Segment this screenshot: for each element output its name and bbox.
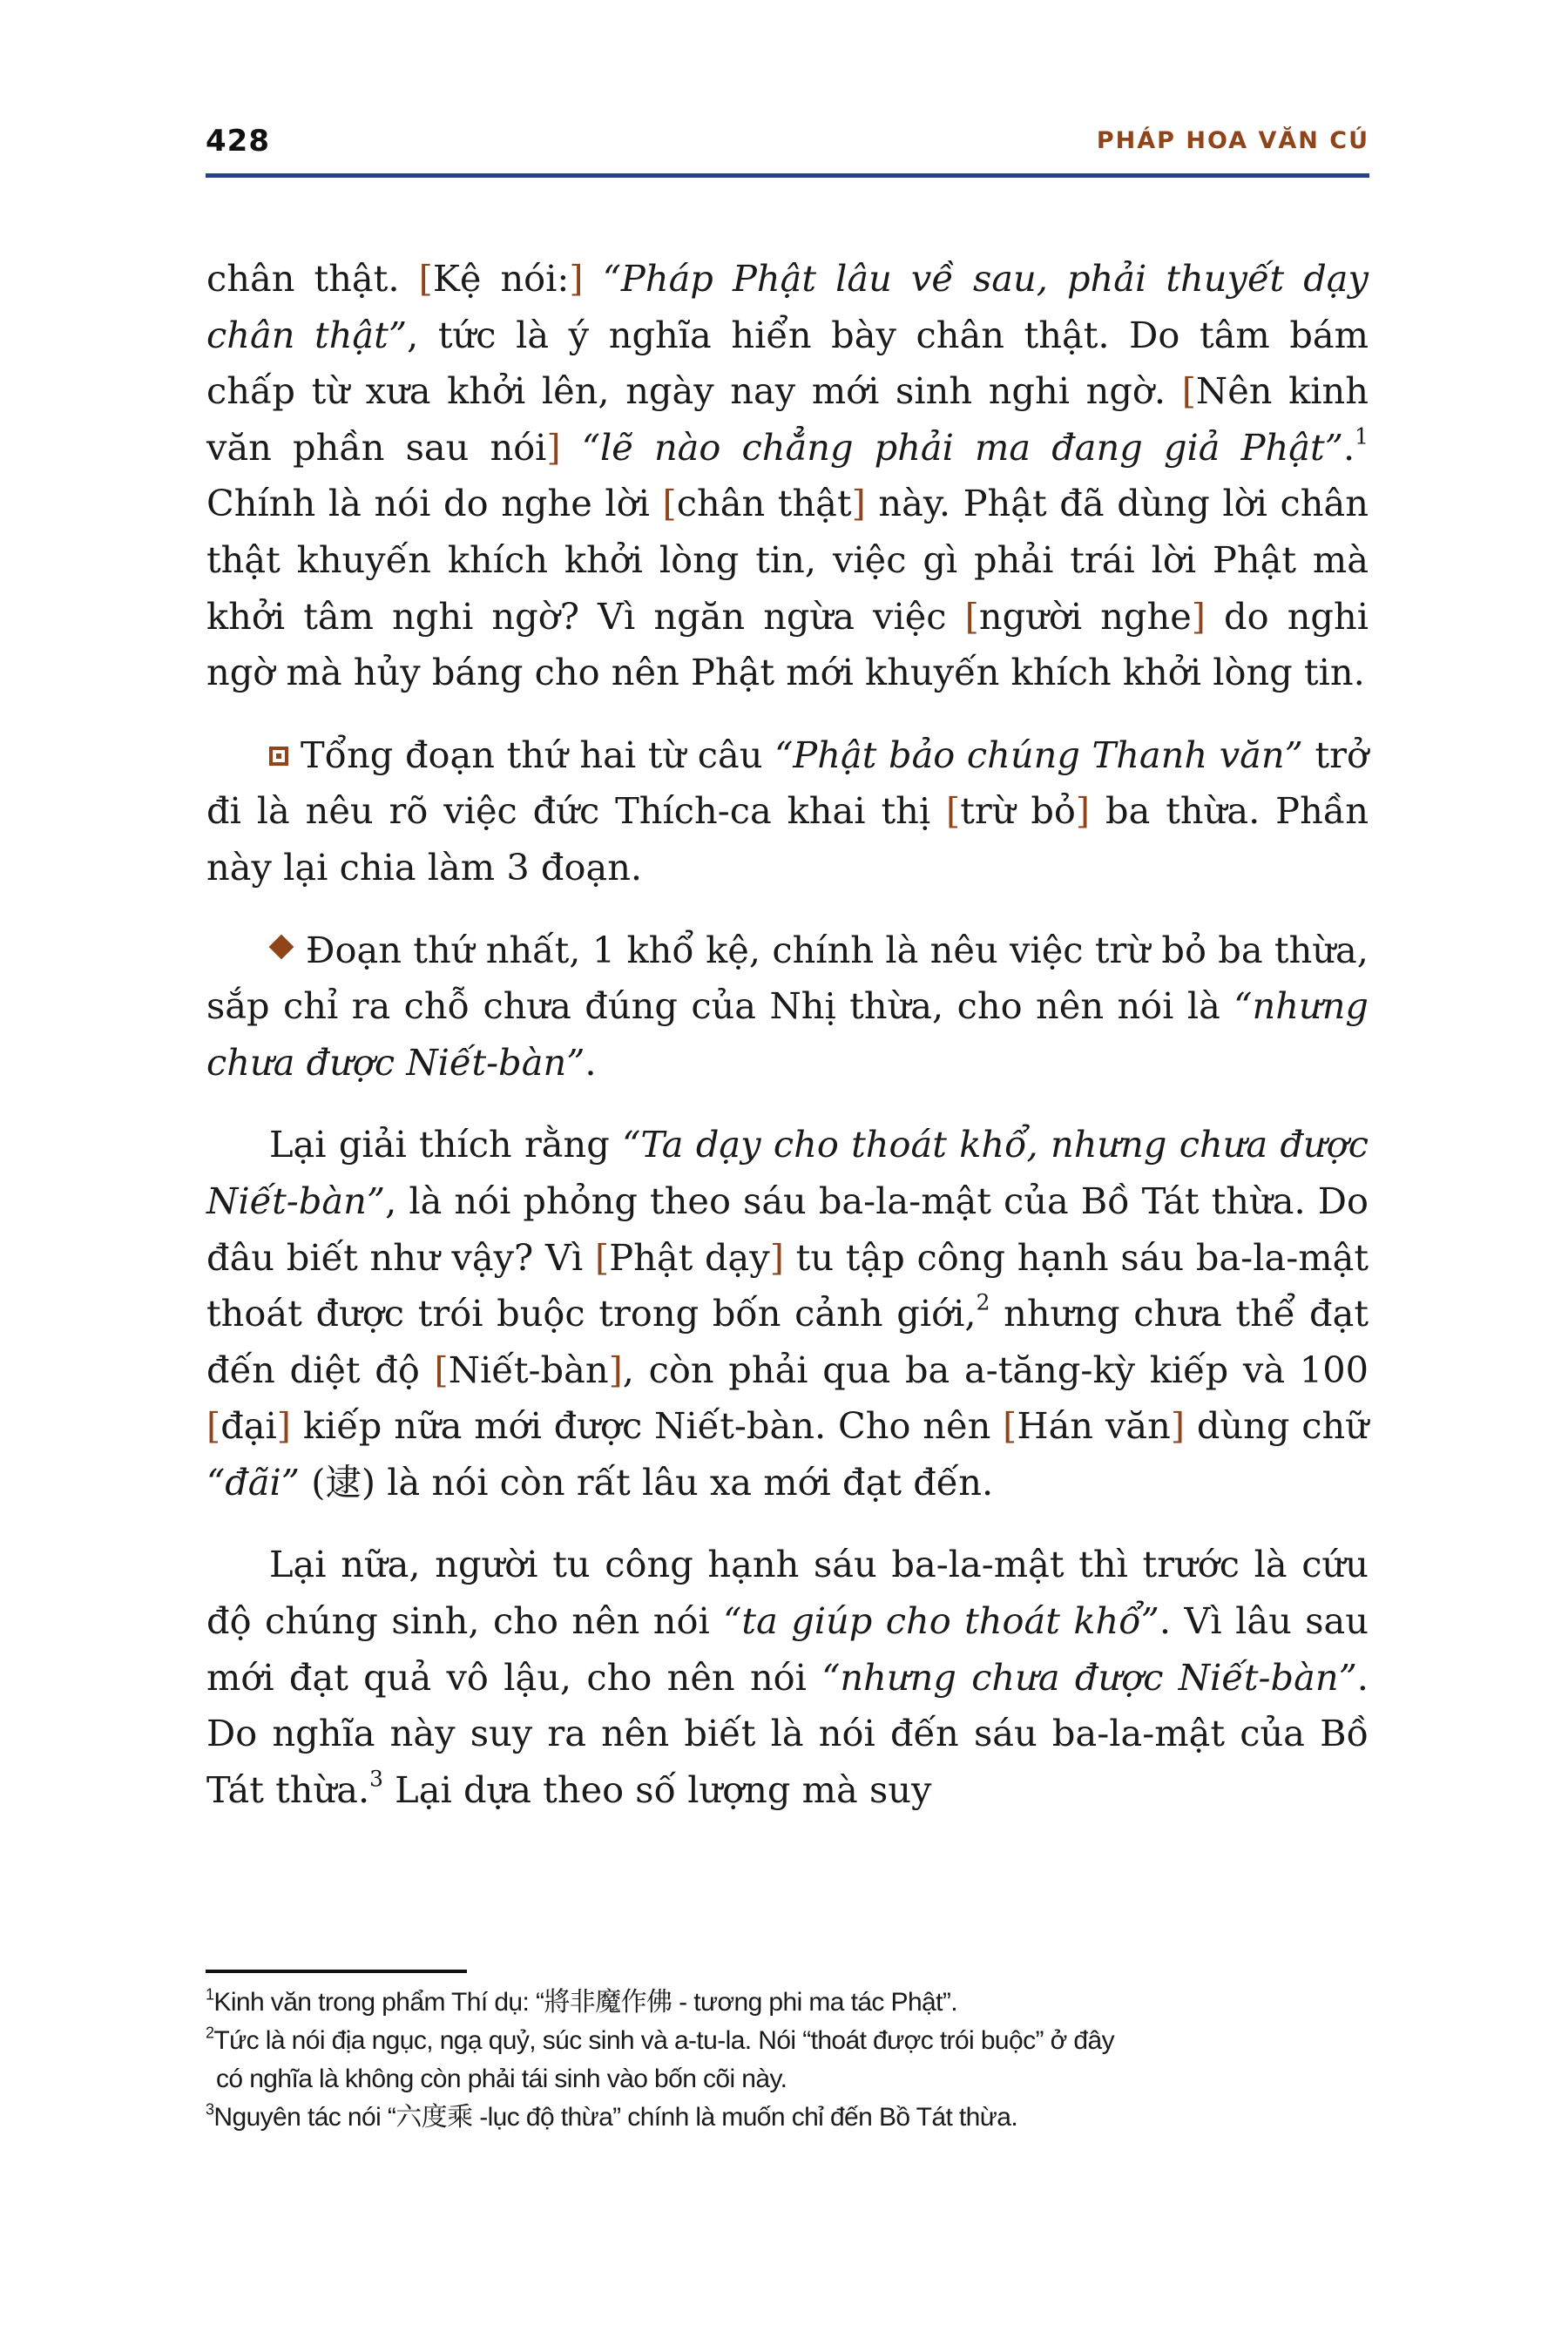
footnote-number: 1 (206, 1985, 214, 2004)
editorial-insert: chân thật (676, 482, 852, 525)
text: . Do nghĩa này suy ra nên biết là nói đến sáu ba-la-mật của Bồ Tát thừa. (206, 1655, 1369, 1811)
scripture-quote: “nhưng chưa được Niết-bàn” (206, 984, 1369, 1084)
scripture-quote: “lẽ nào chẳng phải ma đang giả Phật” (581, 425, 1343, 469)
page-header (206, 124, 1369, 172)
bracket: ] (1170, 1404, 1186, 1448)
body-text (206, 251, 1369, 1818)
editorial-insert: người nghe (978, 594, 1192, 638)
editorial-insert: Phật dạy (609, 1235, 770, 1279)
bracket: ] (1075, 789, 1091, 833)
text: . (1342, 425, 1355, 469)
bracket: [ (946, 789, 961, 833)
paragraph-5 (206, 1537, 1369, 1818)
editorial-insert: Kệ nói: (432, 257, 570, 300)
text (584, 257, 603, 300)
bracket: [ (418, 257, 433, 300)
editorial-insert: trừ bỏ (960, 789, 1076, 833)
footnotes (206, 1984, 1373, 2137)
bracket: [ (206, 1404, 221, 1448)
text: này. Phật đã dùng lời chân thật khuyến khích khởi lòng tin, việc gì phải trái lời Phật mà khởi tâm nghi ngờ? Vì ngăn ngừa việc (206, 482, 1369, 638)
text: ba thừa. Phần này lại chia làm 3 đoạn. (206, 789, 1369, 889)
text: Lại dựa theo số lượng mà suy (382, 1767, 932, 1811)
footnote-ref-1[interactable]: 1 (1355, 423, 1369, 449)
text: Đoạn thứ nhất, 1 khổ kệ, chính là nêu việc trừ bỏ ba thừa, sắp chỉ ra chỗ chưa đúng của Nhị thừa, cho nên nói là (206, 928, 1369, 1028)
bracket: ] (569, 257, 584, 300)
header-rule (206, 173, 1369, 178)
text: kiếp nữa mới được Niết-bàn. Cho nên (291, 1404, 1004, 1448)
text: trở đi là nêu rõ việc đức Thích-ca khai thị (206, 733, 1369, 833)
bracket: ] (769, 1235, 784, 1279)
text: Lại nữa, người tu công hạnh sáu ba-la-mật thì trước là cứu độ chúng sinh, cho nên nói (206, 1543, 1369, 1643)
footnote-2 (206, 2022, 1373, 2099)
bracket: ] (276, 1404, 291, 1448)
scripture-quote: “ta giúp cho thoát khổ” (723, 1599, 1159, 1643)
scripture-quote: “đãi” (206, 1460, 301, 1504)
text: chân thật. (206, 257, 419, 300)
text: , là nói phỏng theo sáu ba-la-mật của Bồ Tát thừa. Do đâu biết như vậy? Vì (206, 1179, 1369, 1279)
bracket: ] (546, 425, 561, 469)
paragraph-4 (206, 1117, 1369, 1511)
text: do nghi ngờ mà hủy báng cho nên Phật mới khuyến khích khởi lòng tin. (206, 594, 1369, 694)
text (561, 426, 582, 469)
footnote-1 (206, 1984, 1373, 2022)
text: tu tập công hạnh sáu ba-la-mật thoát được trói buộc trong bốn cảnh giới, (206, 1235, 1369, 1335)
bracket: ] (851, 482, 866, 525)
footnote-text: Nguyên tác nói “六度乘 -lục độ thừa” chính là muốn chỉ đến Bồ Tát thừa. (213, 2103, 1018, 2132)
editorial-insert: đại (220, 1404, 277, 1448)
page-number: 428 (206, 124, 270, 159)
running-title: PHÁP HOA VĂN CÚ (1096, 127, 1369, 154)
text: , tức là ý nghĩa hiển bày chân thật. Do tâm bám chấp từ xưa khởi lên, ngày nay mới sinh nghi ngờ. (206, 313, 1369, 413)
bracket: [ (1181, 369, 1196, 413)
bracket: ] (1191, 594, 1206, 638)
editorial-insert: Nên kinh văn phần sau nói (206, 369, 1369, 469)
footnote-3 (206, 2099, 1373, 2137)
scripture-quote: “Pháp Phật lâu về sau, phải thuyết dạy chân thật” (206, 257, 1369, 356)
footnote-number: 3 (206, 2100, 214, 2119)
scripture-quote: “Phật bảo chúng Thanh văn” (774, 733, 1303, 776)
editorial-insert: Hán văn (1017, 1404, 1171, 1448)
paragraph-1 (206, 251, 1369, 701)
bracket: ] (608, 1348, 623, 1391)
footnote-number: 2 (206, 2024, 214, 2042)
text: Lại giải thích rằng (269, 1123, 623, 1166)
bracket: [ (964, 594, 979, 638)
text: nhưng chưa thể đạt đến diệt độ (206, 1292, 1369, 1391)
text: dùng chữ (1185, 1404, 1369, 1448)
bracket: [ (1003, 1404, 1017, 1448)
editorial-insert: Niết-bàn (448, 1348, 609, 1391)
footnote-rule (206, 1970, 467, 1973)
footnote-text-continued: có nghĩa là không còn phải tái sinh vào bốn cõi này. (216, 2065, 787, 2093)
scripture-quote: “nhưng chưa được Niết-bàn” (821, 1655, 1357, 1699)
text: Chính là nói do nghe lời (206, 482, 663, 525)
text: , còn phải qua ba a-tăng-kỳ kiếp và 100 (622, 1348, 1369, 1391)
bracket: [ (662, 482, 677, 525)
paragraph-3 (206, 923, 1369, 1092)
square-bullet-icon (269, 747, 288, 766)
text: (逮) là nói còn rất lâu xa mới đạt đến. (300, 1460, 994, 1504)
paragraph-2 (206, 727, 1369, 896)
diamond-bullet-icon (269, 934, 294, 959)
text: . (585, 1040, 597, 1084)
bracket: [ (434, 1348, 449, 1391)
text: . Vì lâu sau mới đạt quả vô lậu, cho nên nói (206, 1599, 1369, 1699)
footnote-ref-2[interactable]: 2 (976, 1289, 990, 1315)
scripture-quote: “Ta dạy cho thoát khổ, nhưng chưa được Niết-bàn” (206, 1123, 1369, 1222)
text: Tổng đoạn thứ hai từ câu (301, 733, 775, 776)
footnote-text: Tức là nói địa ngục, ngạ quỷ, súc sinh và a-tu-la. Nói “thoát được trói buộc” ở đây (213, 2026, 1114, 2055)
footnote-ref-3[interactable]: 3 (369, 1766, 383, 1792)
bracket: [ (595, 1235, 610, 1279)
footnote-text: Kinh văn trong phẩm Thí dụ: “將非魔作佛 - tương phi ma tác Phật”. (213, 1988, 957, 2017)
